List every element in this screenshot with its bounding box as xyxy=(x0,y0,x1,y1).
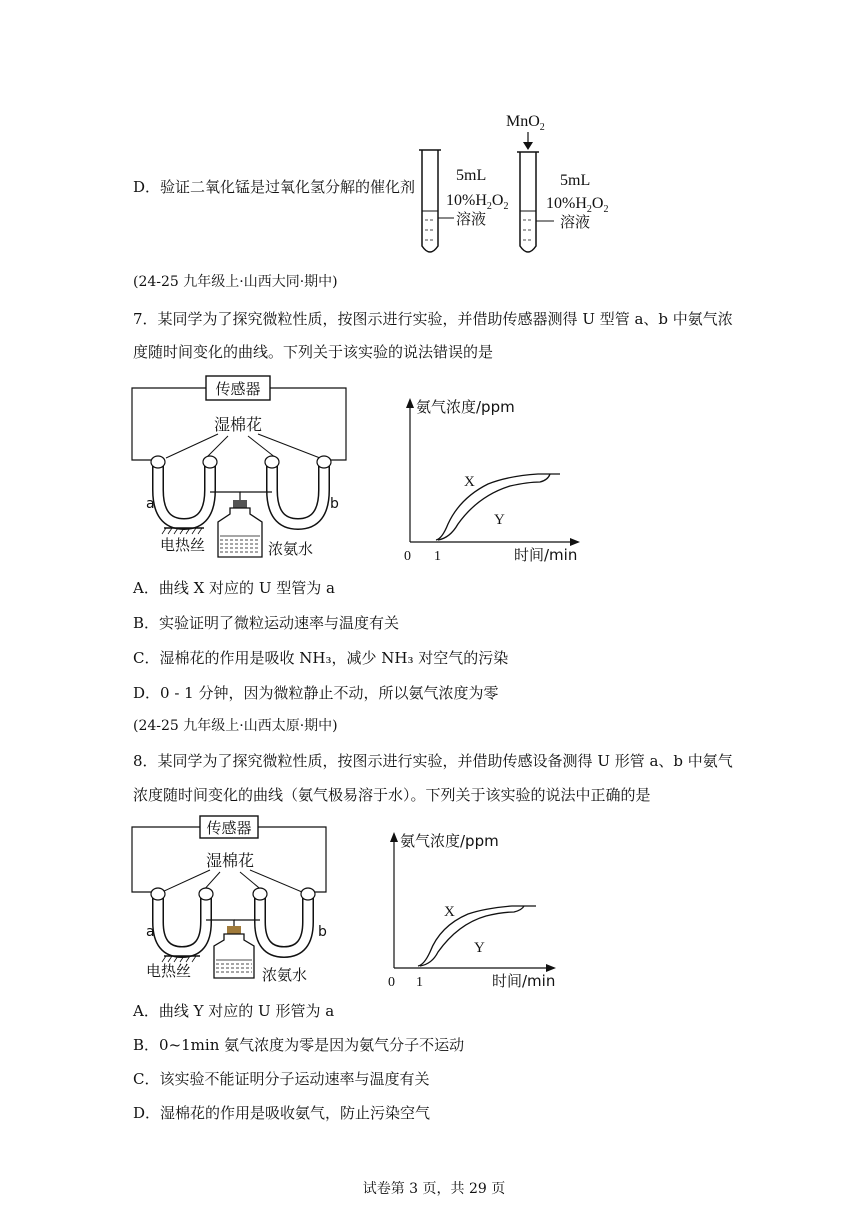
conc-label-right: $10\%H_2O_2$ xyxy=(546,195,609,215)
catalyst-label: MnO$_2$ xyxy=(506,113,545,133)
q7-apparatus-figure xyxy=(130,372,350,562)
y-axis-label: 氨气浓度/ppm xyxy=(416,398,515,416)
q7-option-a: A．曲线 X 对应的 U 型管为 a xyxy=(133,579,335,597)
q8-stem-line1: 8．某同学为了探究微粒性质，按图示进行实验，并借助传感设备测得 U 形管 a、b 中氨气 xyxy=(133,752,733,770)
q8-option-c: C．该实验不能证明分子运动速率与温度有关 xyxy=(133,1070,430,1088)
tick-1-label: 1 xyxy=(434,549,441,564)
y-axis-label: 氨气浓度/ppm xyxy=(400,832,499,850)
solution-label-right: 溶液 xyxy=(560,213,591,231)
tube-b-label: b xyxy=(318,924,327,940)
curve-y-label: Y xyxy=(474,940,485,956)
volume-label-left: 5mL xyxy=(456,167,487,184)
q8-stem-line2: 浓度随时间变化的曲线（氨气极易溶于水）。下列关于该实验的说法中正确的是 xyxy=(133,786,651,804)
ammonia-label: 浓氨水 xyxy=(262,966,308,984)
q8-option-d: D．湿棉花的作用是吸收氨气，防止污染空气 xyxy=(133,1104,431,1122)
origin-label: 0 xyxy=(388,975,395,990)
sensor-label: 传感器 xyxy=(206,819,252,837)
q8-source: (24-25 九年级上·山西太原·期中) xyxy=(133,718,338,734)
tick-1-label: 1 xyxy=(416,975,423,990)
curve-x-label: X xyxy=(464,474,475,490)
curve-y xyxy=(420,906,524,966)
arrow-down-icon xyxy=(523,132,533,150)
q8-apparatus-figure xyxy=(130,812,346,992)
tube-b-label: b xyxy=(330,496,339,512)
curve-y xyxy=(438,474,550,540)
tube-a-label: a xyxy=(146,496,155,512)
q7-option-c: C．湿棉花的作用是吸收 NH₃，减少 NH₃ 对空气的污染 xyxy=(133,649,509,667)
sensor-label: 传感器 xyxy=(215,380,261,398)
x-axis-label: 时间/min xyxy=(492,972,556,990)
heater-label: 电热丝 xyxy=(146,962,192,980)
ammonia-label: 浓氨水 xyxy=(268,540,314,558)
tube-a-label: a xyxy=(146,924,155,940)
q8-concentration-graph xyxy=(382,826,562,990)
cotton-label: 湿棉花 xyxy=(205,851,255,870)
curve-x-label: X xyxy=(444,904,455,920)
q8-option-a: A．曲线 Y 对应的 U 形管为 a xyxy=(133,1002,335,1020)
q7-option-b: B．实验证明了微粒运动速率与温度有关 xyxy=(133,614,400,632)
x-axis-label: 时间/min xyxy=(514,546,578,564)
page-footer: 试卷第 3 页，共 29 页 xyxy=(362,1181,506,1197)
cotton-label: 湿棉花 xyxy=(213,415,263,434)
q7-source: (24-25 九年级上·山西大同·期中) xyxy=(133,274,338,290)
q7-option-d: D．0 - 1 分钟，因为微粒静止不动，所以氨气浓度为零 xyxy=(133,684,499,702)
heater-label: 电热丝 xyxy=(160,536,206,554)
solution-label-left: 溶液 xyxy=(456,210,487,228)
q6-test-tube-figure xyxy=(410,108,630,260)
volume-label-right: 5mL xyxy=(560,172,591,189)
conc-label-left: $10\%H_2O_2$ xyxy=(446,192,509,212)
q8-option-b: B．0~1min 氨气浓度为零是因为氨气分子不运动 xyxy=(133,1036,465,1054)
q7-concentration-graph xyxy=(398,392,598,564)
q7-stem-line2: 度随时间变化的曲线。下列关于该实验的说法错误的是 xyxy=(133,343,494,361)
q6-option-d: D．验证二氧化锰是过氧化氢分解的催化剂 xyxy=(133,178,416,196)
q7-stem-line1: 7．某同学为了探究微粒性质，按图示进行实验，并借助传感器测得 U 型管 a、b 中氨气浓 xyxy=(133,310,733,328)
curve-y-label: Y xyxy=(494,512,505,528)
origin-label: 0 xyxy=(404,549,411,564)
